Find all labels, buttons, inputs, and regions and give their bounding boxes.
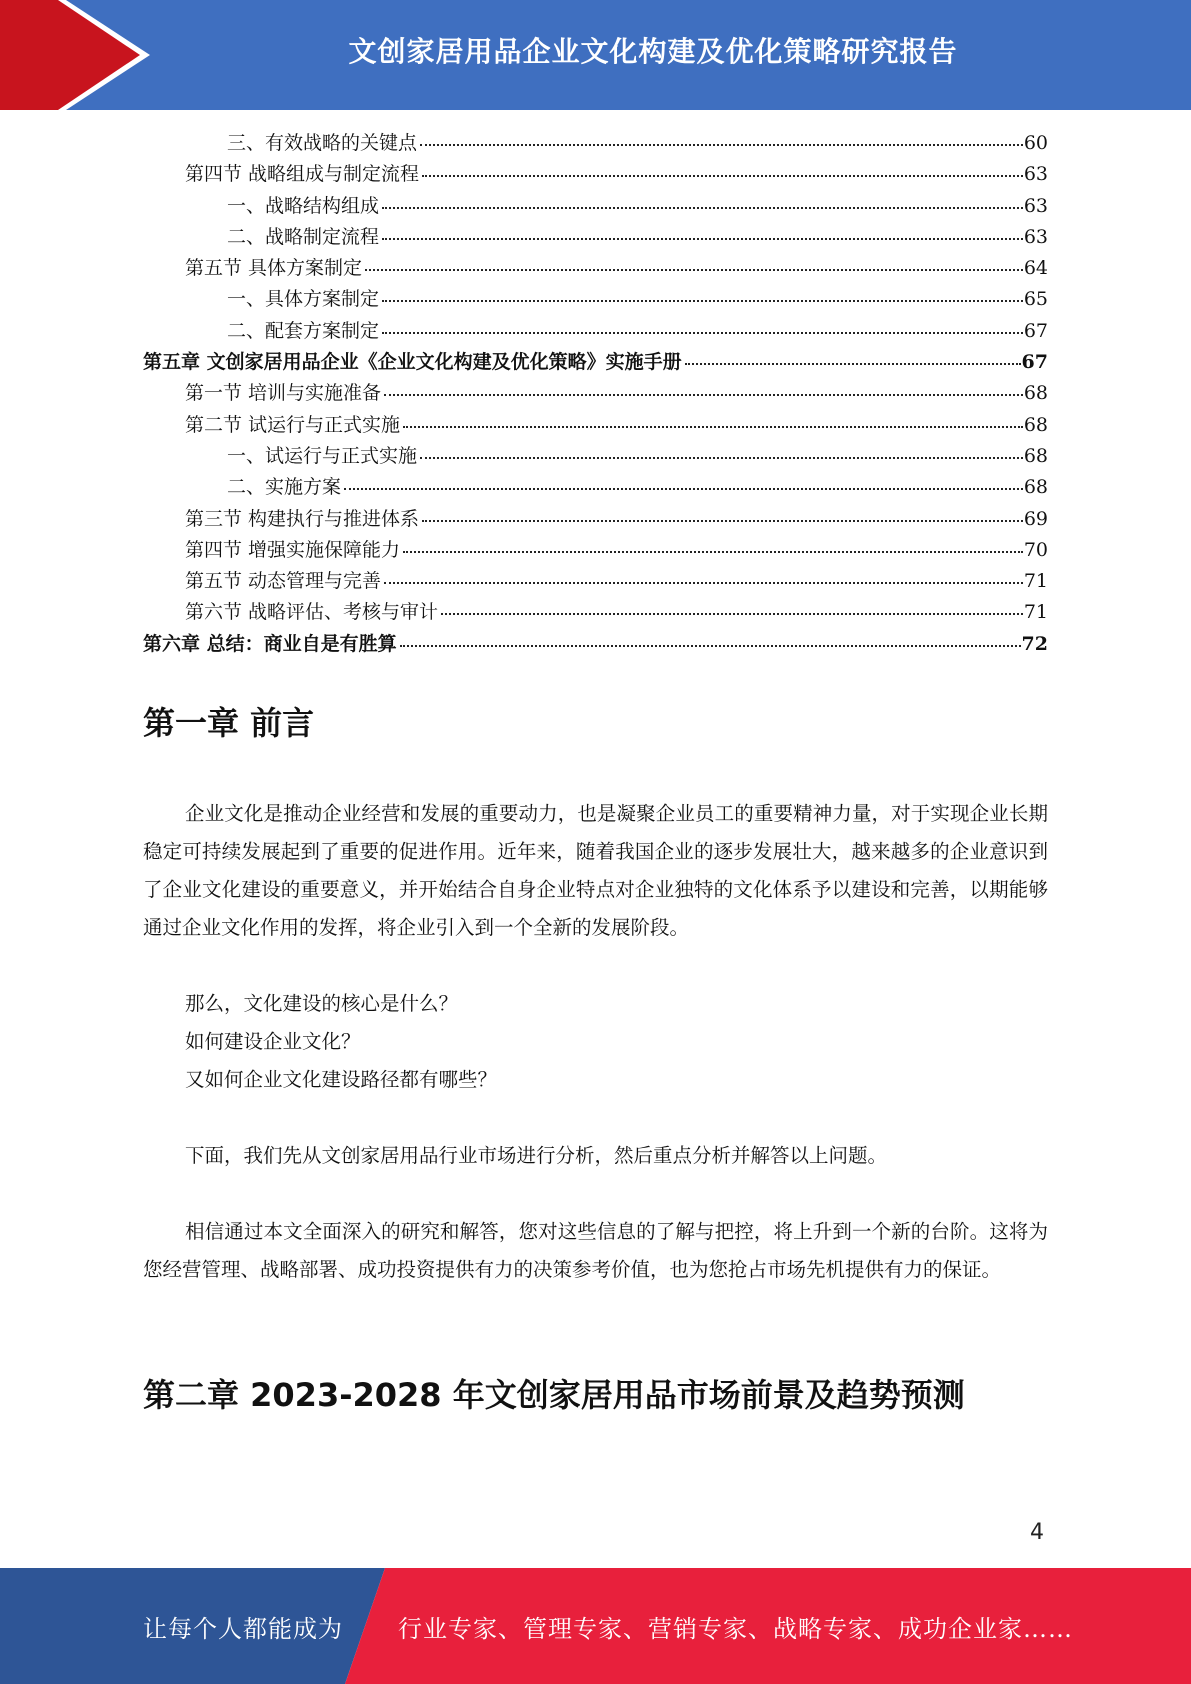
question-line-1: 那么，文化建设的核心是什么？ [185, 992, 459, 1015]
chapter-1-heading: 第一章 前言 [143, 704, 315, 742]
toc-entry-page: 72 [1021, 632, 1048, 655]
toc-entry[interactable] [143, 159, 1048, 190]
toc-entry-page: 68 [1023, 444, 1048, 467]
toc-dot-leader [384, 394, 1023, 396]
chapter-1-paragraph-2: 下面，我们先从文创家居用品行业市场进行分析，然后重点分析并解答以上问题。 [185, 1144, 888, 1167]
toc-entry[interactable] [143, 191, 1048, 222]
toc-entry-title: 一、具体方案制定 [227, 288, 380, 311]
toc-entry[interactable] [143, 284, 1048, 315]
toc-entry-page: 71 [1023, 570, 1048, 593]
toc-dot-leader [384, 582, 1023, 584]
toc-entry-title: 第三节 构建执行与推进体系 [185, 507, 420, 530]
toc-dot-leader [382, 238, 1023, 240]
toc-entry-title: 二、实施方案 [227, 476, 342, 499]
toc-entry-page: 69 [1023, 507, 1048, 530]
toc-dot-leader [365, 269, 1023, 271]
toc-entry[interactable] [143, 128, 1048, 159]
toc-dot-leader [403, 551, 1023, 553]
toc-entry-page: 67 [1021, 351, 1048, 374]
toc-entry[interactable] [143, 504, 1048, 535]
toc-entry-page: 71 [1023, 601, 1048, 624]
chapter-2-heading: 第二章 2023-2028 年文创家居用品市场前景及趋势预测 [143, 1376, 965, 1414]
toc-entry-page: 68 [1023, 476, 1048, 499]
toc-entry-title: 二、配套方案制定 [227, 319, 380, 342]
toc-dot-leader [382, 207, 1023, 209]
chapter-1-paragraph-3: 相信通过本文全面深入的研究和解答，您对这些信息的了解与把控，将上升到一个新的台阶。这将为您经营管理、战略部署、成功投资提供有力的决策参考价值，也为您抢占市场先机提供有力的保证。 [143, 1220, 1048, 1281]
toc-entry-page: 60 [1023, 132, 1048, 154]
toc-entry-title: 第五节 具体方案制定 [185, 257, 363, 280]
toc-entry[interactable] [143, 222, 1048, 253]
chapter-1-paragraph-1: 企业文化是推动企业经营和发展的重要动力，也是凝聚企业员工的重要精神力量，对于实现企业长期稳定可持续发展起到了重要的促进作用。近年来，随着我国企业的逐步发展壮大，越来越多的企业意识到了企业文化建设的重要意义，并开始结合自身企业特点对企业独特的文化体系予以建设和完善，以期能够通过企业文化作用的发挥，将企业引入到一个全新的发展阶段。 [143, 802, 1048, 939]
toc-dot-leader [441, 613, 1023, 615]
toc-entry-page: 68 [1023, 413, 1048, 436]
toc-dot-leader [422, 520, 1023, 522]
toc-entry-page: 67 [1023, 319, 1048, 342]
toc-entry-title: 第六节 战略评估、考核与审计 [185, 601, 439, 624]
toc-entry[interactable] [143, 347, 1048, 378]
toc-dot-leader [420, 144, 1023, 146]
toc-entry-title: 第五节 动态管理与完善 [185, 570, 382, 593]
toc-dot-leader [382, 300, 1023, 302]
toc-dot-leader [420, 457, 1023, 459]
footer-slogan-left: 让每个人都能成为 [143, 1614, 343, 1643]
toc-entry-title: 第五章 文创家居用品企业《企业文化构建及优化策略》实施手册 [143, 351, 682, 374]
toc-entry[interactable] [143, 597, 1048, 628]
toc-dot-leader [382, 332, 1023, 334]
toc-entry[interactable] [143, 566, 1048, 597]
table-of-contents [143, 128, 1048, 660]
toc-entry[interactable] [143, 253, 1048, 284]
toc-entry-page: 65 [1023, 288, 1048, 311]
toc-entry[interactable] [143, 316, 1048, 347]
toc-entry[interactable] [143, 410, 1048, 441]
toc-entry-title: 第一节 培训与实施准备 [185, 382, 382, 405]
footer-slogan-right: 行业专家、管理专家、营销专家、战略专家、成功企业家…… [398, 1614, 1073, 1643]
toc-entry-title: 第二节 试运行与正式实施 [185, 413, 401, 436]
toc-entry-title: 第六章 总结：商业自是有胜算 [143, 632, 397, 655]
toc-entry-page: 68 [1023, 382, 1048, 405]
toc-entry[interactable] [143, 535, 1048, 566]
toc-entry-page: 64 [1023, 257, 1048, 280]
toc-entry-title: 第四节 增强实施保障能力 [185, 538, 401, 561]
header-chevron-decoration [0, 0, 160, 110]
page-footer [0, 1568, 1191, 1684]
toc-dot-leader [400, 645, 1021, 647]
toc-entry[interactable] [143, 378, 1048, 409]
toc-entry-title: 二、战略制定流程 [227, 225, 380, 248]
toc-entry[interactable] [143, 441, 1048, 472]
toc-entry[interactable] [143, 472, 1048, 503]
toc-entry-page: 63 [1023, 163, 1048, 186]
toc-entry-title: 三、有效战略的关键点 [227, 132, 418, 154]
toc-dot-leader [344, 488, 1023, 490]
toc-entry-page: 70 [1023, 538, 1048, 561]
toc-dot-leader [685, 363, 1021, 365]
report-title: 文创家居用品企业文化构建及优化策略研究报告 [348, 35, 958, 68]
toc-entry-page: 63 [1023, 194, 1048, 217]
toc-dot-leader [403, 426, 1023, 428]
toc-entry-page: 63 [1023, 225, 1048, 248]
toc-entry-title: 一、战略结构组成 [227, 194, 380, 217]
toc-dot-leader [422, 175, 1023, 177]
toc-entry[interactable] [143, 629, 1048, 660]
question-line-3: 又如何企业文化建设路径都有哪些？ [185, 1068, 498, 1091]
page-number: 4 [1030, 1520, 1044, 1545]
question-line-2: 如何建设企业文化？ [185, 1030, 361, 1053]
toc-entry-title: 第四节 战略组成与制定流程 [185, 163, 420, 186]
page-header [0, 0, 1191, 110]
toc-entry-title: 一、试运行与正式实施 [227, 444, 418, 467]
